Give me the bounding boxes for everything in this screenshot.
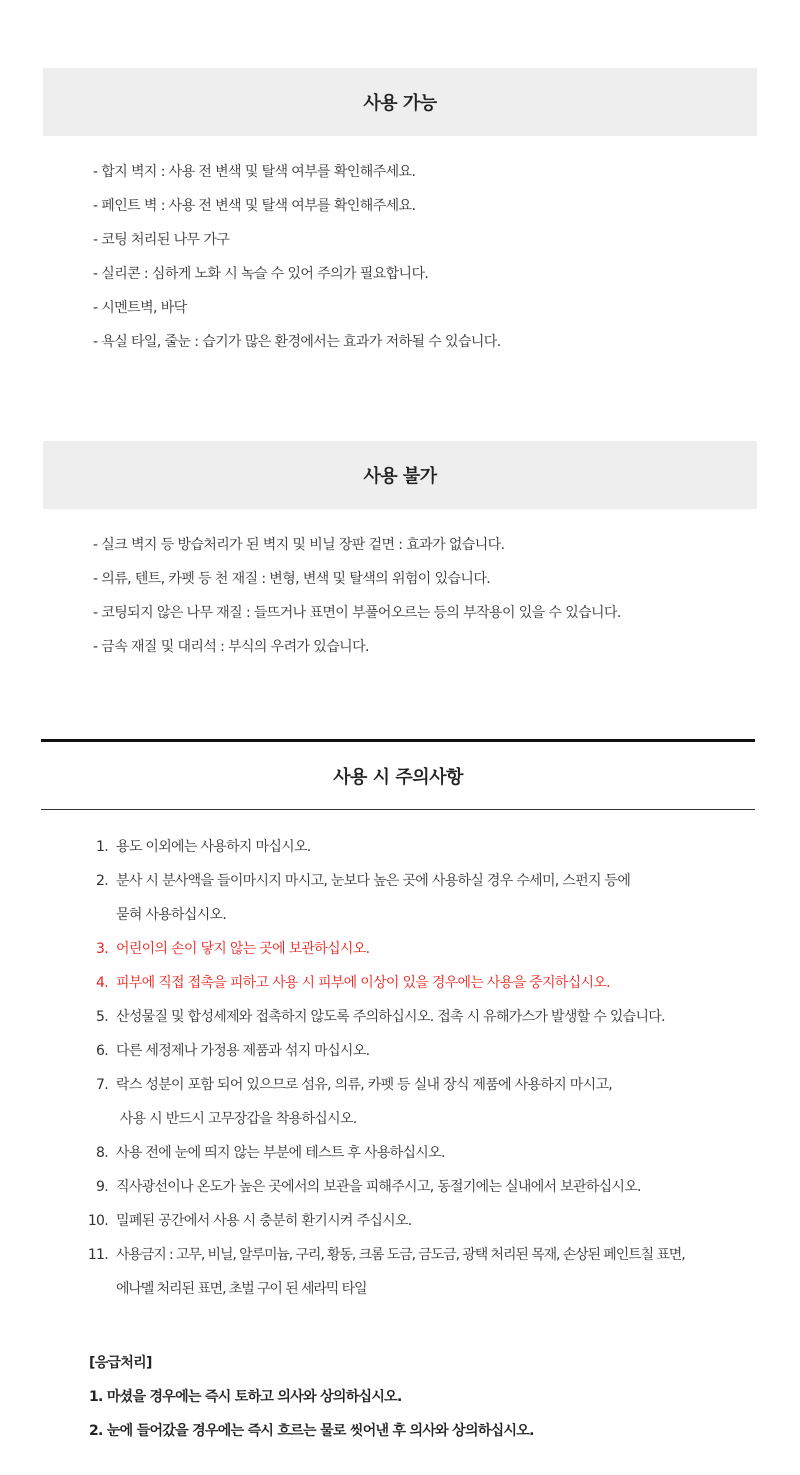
caution-item-text: 어린이의 손이 닿지 않는 곳에 보관하십시오. [116,941,370,957]
caution-item-text: 산성물질 및 합성세제와 접촉하지 않도록 주의하십시오. 접촉 시 유해가스가 발생할 수 있습니다. [116,1009,665,1025]
list-item: - 의류, 텐트, 카펫 등 천 재질 : 변형, 변색 및 탈색의 위험이 있습니다. [93,571,491,587]
list-item: - 페인트 벽 : 사용 전 변색 및 탈색 여부를 확인해주세요. [93,198,416,214]
caution-item [84,1170,685,1204]
caution-item-warning [84,966,685,1000]
caution-bottom-divider [41,809,755,810]
unavailable-list [93,528,621,664]
emergency-title: [응급처리] [89,1355,152,1371]
caution-item [84,1034,685,1068]
caution-item-number: 7. [96,1077,108,1093]
caution-item-number: 4. [96,975,108,991]
caution-item-number: 3. [96,941,108,957]
list-item: - 합지 벽지 : 사용 전 변색 및 탈색 여부를 확인해주세요. [93,164,416,180]
caution-item-text: 다른 세정제나 가정용 제품과 섞지 마십시오. [116,1043,370,1059]
list-item: - 코팅 처리된 나무 가구 [93,232,230,248]
caution-item-text: 밀폐된 공간에서 사용 시 충분히 환기시켜 주십시오. [116,1213,412,1229]
emergency-item: 1. 마셨을 경우에는 즉시 토하고 의사와 상의하십시오. [89,1389,402,1405]
caution-list [84,830,685,1306]
caution-item-number: 8. [96,1145,108,1161]
list-item: - 실리콘 : 심하게 노화 시 녹슬 수 있어 주의가 필요합니다. [93,266,429,282]
available-list [93,155,501,359]
caution-item-text: 사용 시 반드시 고무장갑을 착용하십시오. [116,1111,357,1127]
caution-item [84,1238,685,1306]
caution-item [84,1068,685,1136]
caution-item-text: 직사광선이나 온도가 높은 곳에서의 보관을 피해주시고, 동절기에는 실내에서 보관하십시오. [116,1179,641,1195]
list-item: - 시멘트벽, 바닥 [93,300,187,316]
list-item: - 실크 벽지 등 방습처리가 된 벽지 및 비닐 장판 겉면 : 효과가 없습니다. [93,537,505,553]
list-item: - 욕실 타일, 줄눈 : 습기가 많은 환경에서는 효과가 저하될 수 있습니다. [93,334,501,350]
caution-item-number: 6. [96,1043,108,1059]
caution-item [84,1136,685,1170]
list-item: - 코팅되지 않은 나무 재질 : 들뜨거나 표면이 부풀어오르는 등의 부작용이 있을 수 있습니다. [93,605,621,621]
unavailable-section-title: 사용 불가 [43,441,757,509]
caution-item-text: 묻혀 사용하십시오. [116,907,227,923]
caution-item-number: 5. [96,1009,108,1025]
available-section-title: 사용 가능 [43,68,757,136]
caution-item-number: 1. [96,839,108,855]
caution-item-warning [84,932,685,966]
caution-item-number: 2. [96,873,108,889]
caution-item-text: 피부에 직접 접촉을 피하고 사용 시 피부에 이상이 있을 경우에는 사용을 중지하십시오. [116,975,610,991]
caution-item-number: 11. [87,1247,108,1263]
caution-item-text: 용도 이외에는 사용하지 마십시오. [116,839,311,855]
caution-item-text: 사용금지 : 고무, 비닐, 알루미늄, 구리, 황동, 크롬 도금, 금도금, 광택 처리된 목재, 손상된 페인트칠 표면, [116,1247,685,1263]
caution-item [84,864,685,932]
caution-item-text: 분사 시 분사액을 들이마시지 마시고, 눈보다 높은 곳에 사용하실 경우 수세미, 스펀지 등에 [116,873,631,889]
emergency-item: 2. 눈에 들어갔을 경우에는 즉시 흐르는 물로 씻어낸 후 의사와 상의하십시오. [89,1423,534,1439]
caution-item-number: 9. [96,1179,108,1195]
list-item: - 금속 재질 및 대리석 : 부식의 우려가 있습니다. [93,639,369,655]
caution-section-title: 사용 시 주의사항 [333,766,463,788]
caution-item-text: 에나멜 처리된 표면, 초벌 구이 된 세라믹 타일 [116,1281,367,1297]
caution-item-text: 락스 성분이 포함 되어 있으므로 섬유, 의류, 카펫 등 실내 장식 제품에 사용하지 마시고, [116,1077,613,1093]
emergency-section [89,1346,534,1448]
caution-item [84,830,685,864]
caution-item [84,1204,685,1238]
caution-item [84,1000,685,1034]
caution-item-number: 10. [87,1213,108,1229]
caution-item-text: 사용 전에 눈에 띄지 않는 부분에 테스트 후 사용하십시오. [116,1145,445,1161]
